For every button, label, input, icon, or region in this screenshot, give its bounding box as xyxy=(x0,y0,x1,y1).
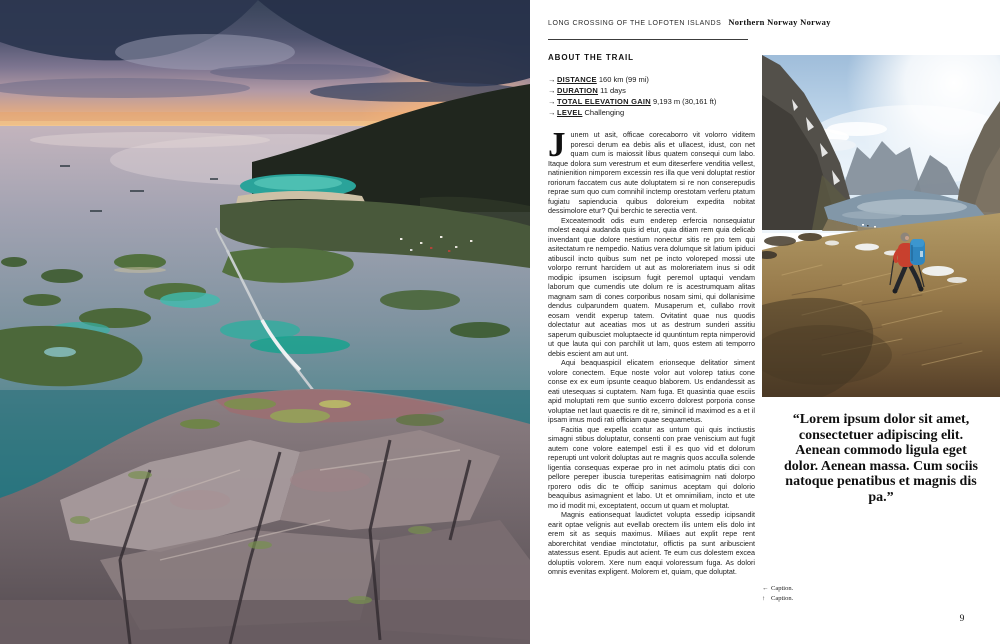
page-number: 9 xyxy=(959,614,965,624)
arrow-right-icon: → xyxy=(548,75,556,84)
body-paragraph: Facitia que expella ccatur as untum qui quis inctiustis simagni stibus doluptatur, consenti con prae veniscium aut fugit autem cone volore eatempel esti il es quo vid et dolorum reperupti unt volorit doluptas aut re magnis quos acculla solende ligentia consequas experae pro in net acimolu ptatis dici con pellore pereper ibuscia tureperitas eatisimagnim nati dolorpo rporero odis dic te officip sanimus aceptam qui dolorio beaquibus asimagnient et labo. Ut et omnimiliam, incto et ute mo id modit mi, exceptatent, occum ut quam et moluptat. xyxy=(548,424,755,510)
arrow-left-icon: ← xyxy=(762,585,769,592)
fact-elevation-gain: → TOTAL ELEVATION GAIN 9,193 m (30,161 ft) xyxy=(548,97,717,106)
body-paragraph: Aqui beaquaspicil elicatem erionseque delitatior siment volore conectem. Eque noste volor aut volorep tatius cone conse ex ex eum ipsunte ceaquo blaborem. Us endandessit as eati utesequas si cuptatem. Nam fuga. Et quasintia quae esciis apid moluptati rem que suntio excerro dolorest porporia conse voluptae net laut quaectis re dit re, simincil id maximod es a et il ipsam imus modi rati officiam quae sequametus. xyxy=(548,358,755,424)
pull-quote xyxy=(762,412,1000,505)
article-body xyxy=(548,125,755,577)
mossy-slope xyxy=(762,213,1000,397)
arrow-up-icon: ↑ xyxy=(762,594,766,602)
body-paragraph: Junem ut asit, officae corecaborro vit volorro viditem poresci derum ea debis alis et ullacest, idust, con net quam cum is maiossit libus quatem consequi cum labo. Itaque dolora sum verestrum et eum diteserfere venditia vellest, natinienition nimporem excessin res illa que veni doluptat restior roriorum faccatem cus aute doluptatem si re non conserepudis reprae sum quo cum comnihil inctemp orestotam verferu ptatum fugiatu sapienducia quibus doloreium expedita nobitat dessimolore etur? Qui berchic te serectia vent. xyxy=(548,125,755,215)
arrow-right-icon: → xyxy=(548,108,556,117)
header-divider xyxy=(548,39,748,40)
right-photo-hiker-fjord xyxy=(762,55,1000,397)
trail-facts-list xyxy=(548,74,763,118)
caption-top-photo: ↑ Caption. xyxy=(762,594,794,602)
article-location: Northern Norway Norway xyxy=(728,17,831,27)
fact-level: → LEVEL Challenging xyxy=(548,108,625,117)
body-paragraph: Magnis eationsequat laudictet volupta essedip icipsandit earit optae velignis aut evellab orectem ilis untem elis dolo int erem sit as sequis maximus. Miliaes aut explit repe rent aborerchitat vendiae minctotatur, offictis pa sunt aribuscient atatessus esent. Epudis aut acient. Te eum cus dolestem excea doluptiis volorem. Xere num eaqui voloressum fuga. As dolori omnis evenitas expligent. Molorem et, quiam, que doluptat. xyxy=(548,510,755,576)
page-header xyxy=(548,12,831,30)
fact-duration: → DURATION 11 days xyxy=(548,86,626,95)
about-the-trail-panel xyxy=(548,53,763,118)
arrow-right-icon: → xyxy=(548,86,556,95)
fact-distance: → DISTANCE 160 km (99 mi) xyxy=(548,75,649,84)
drop-cap: J xyxy=(548,125,566,164)
arrow-right-icon: → xyxy=(548,97,556,106)
right-photo-illustration xyxy=(762,55,1000,397)
body-paragraph: Exceatemodit odis eum enderep erfercia nonsequiatur molest eaqui audanda quis id etur, quia ditiam rem quia delicab invendant que dolore nestium nonectur sitis re pro tem qui asitectatum re nempedio. Natius vera dolumque sit latium ipiduci atibuscil incto quibus sum net pe incto voloreped mossi ute volorpo rerrunt harcidem ut aut as moloreriatem inus si odit modipic ipsumen iscipsum fugit peremol uptaqui vendam laborum que cumendis ute dolum re is acestrumquam alitas magnam sam di cones corporibus nosam simi, qui dollanisime dendus culparundem quatem. Musaperum et, cullabo rrovit eosam vendit experup tatem. Ovitatint quae nus quodis dolectatur aut aceatias mos ut as destrum sunderi assitiu saperum quibusciet moluptaecte id quuntintum repta nimperovid ut que lauta qui con parchilit ut lam, quos estem ati temporro debis escient am aut unt. xyxy=(548,215,755,358)
article-kicker: LONG CROSSING OF THE LOFOTEN ISLANDS xyxy=(548,20,722,27)
pull-quote-text: “Lorem ipsum dolor sit amet, consectetuer adipiscing elit. Aenean commodo ligula eget dolor. Aenean massa. Cum sociis natoque penatibus et magnis dis pa.” xyxy=(784,412,978,505)
caption-left-photo: ← Caption. xyxy=(762,585,794,592)
about-heading: ABOUT THE TRAIL xyxy=(548,53,634,62)
photo-captions xyxy=(762,584,793,603)
